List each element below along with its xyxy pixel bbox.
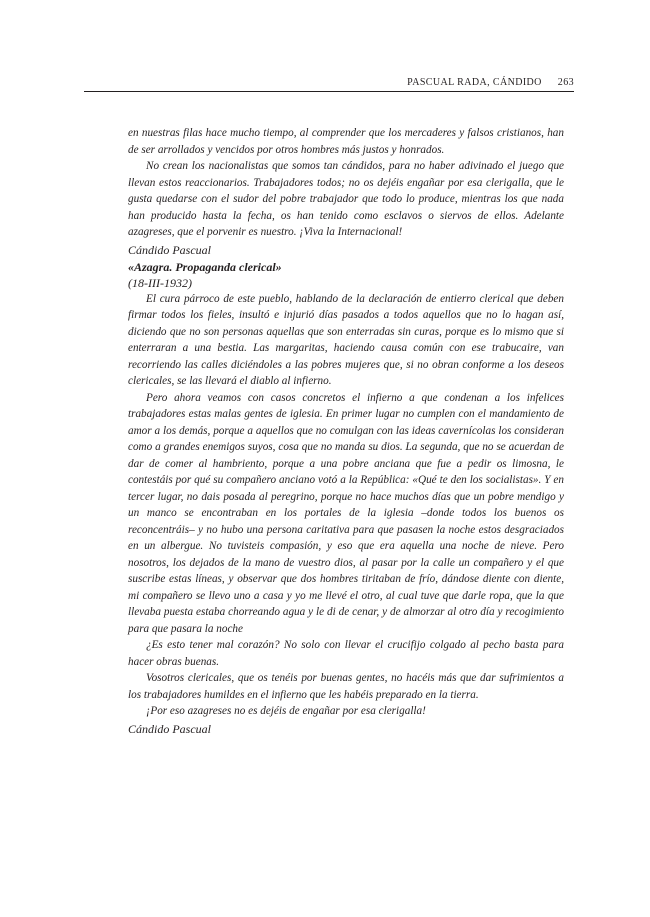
paragraph: No crean los nacionalistas que somos tan cándidos, para no haber adivinado el juego que llevan estos reaccionarios. Trabajadores todos; no os dejéis engañar por esa clerigalla, que le gusta quedarse con el sudor del pobre trabajador que todo lo produce, mientras los que nada han producido hasta la fecha, os han tenido como esclavos o siervos de ellos. Adelante azagreses, que el porvenir es nuestro. ¡Viva la Internacional! bbox=[128, 160, 564, 238]
paragraph: El cura párroco de este pueblo, hablando de la declaración de entierro clerical que deben firmar todos los fieles, insultó e injurió días pasados a todos aquellos que no lo hagan así, diciendo que no son personas aquellas que son enterradas sin curas, porque es lo mismo que si enterraran a una bestia. Las margaritas, haciendo causa común con ese trabucaire, van recorriendo las calles diciéndoles a las pobres mujeres que, si no obran conforme a los deseos clericales, se las llevará el diablo al infierno. bbox=[128, 292, 564, 387]
paragraph: ¿Es esto tener mal corazón? No solo con llevar el crucifijo colgado al pecho basta para hacer obras buenas. bbox=[128, 639, 564, 668]
article-date: (18-III-1932) bbox=[128, 275, 192, 290]
signature: Cándido Pascual bbox=[128, 242, 211, 257]
running-header bbox=[84, 76, 574, 90]
running-title: PASCUAL RADA, CÁNDIDO bbox=[407, 77, 542, 88]
paragraph: ¡Por eso azagreses no es dejéis de engañar por esa clerigalla! bbox=[146, 705, 426, 717]
paragraph: Pero ahora veamos con casos concretos el infierno a que condenan a los infelices trabajadores estas malas gentes de iglesia. En primer lugar no cumplen con el mandamiento de amor a los demás, porque a aquellos que no comulgan con las ideas cavernícolas los consideran como a grandes enemigos suyos, cosa que no manda su dios. La segunda, que no se acuerdan de dar de comer al hambriento, porque a una pobre anciana que fue a pedir os limosna, le contestáis por qué su compañero anciano votó a la República: «Qué te den los socialistas». Y en tercer lugar, no dais posada al peregrino, porque no hace muchos días que un pobre mendigo y un manco se encontraban en los portales de la iglesia –donde todos los buenos os reconcentráis– y no hubo una persona caritativa para que pasasen la noche estos desgraciados en un albergue. No tuvisteis compasión, y eso que era aquella una noche de nieve. Pero nosotros, los dejados de la mano de vuestro dios, al pasar por la calle un compañero y el que suscribe estas líneas, y observar que dos hombres tiritaban de frío, dándose diente con diente, mi compañero se llevo uno a casa y yo me llevé el otro, al cual tuve que darle ropa, que la que llevaba puesta estaba chorreando agua y le di de cenar, y de almorzar al otro día y recogimiento para que pasara la noche bbox=[128, 391, 564, 635]
article-title: «Azagra. Propaganda clerical» bbox=[128, 259, 282, 274]
paragraph: Vosotros clericales, que os tenéis por buenas gentes, no hacéis más que dar sufrimientos a los trabajadores humildes en el infierno que les habéis preparado en la tierra. bbox=[128, 672, 564, 701]
page-number: 263 bbox=[557, 77, 574, 88]
page-body bbox=[128, 125, 564, 738]
paragraph: en nuestras filas hace mucho tiempo, al comprender que los mercaderes y falsos cristianos, han de ser arrollados y vencidos por otros hombres más justos y honrados. bbox=[128, 127, 564, 156]
signature: Cándido Pascual bbox=[128, 721, 211, 736]
header-rule bbox=[84, 91, 574, 92]
